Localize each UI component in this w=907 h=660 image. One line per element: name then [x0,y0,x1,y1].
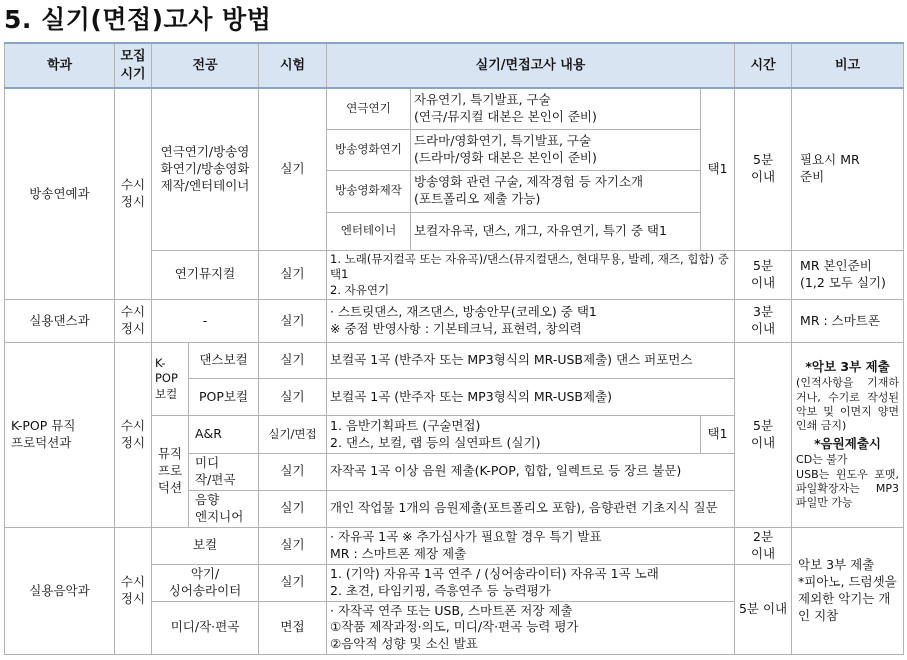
time-cell: 2분 이내 [735,527,792,564]
submajor-cell: 연극연기 [327,88,411,129]
exam-cell: 실기 [259,564,327,601]
exam-cell: 실기 [259,490,327,527]
time-cell: 5분 이내 [735,88,792,250]
dept-cell: 방송연예과 [5,88,115,300]
note-body: (인적사항을 기재하거나, 수기로 작성된 악보 및 이면지 양면 인쇄 금지) [796,376,900,433]
table-row [5,343,904,379]
group-cell: K-POP 보컬 [152,343,189,416]
group-cell: 뮤직 프로 덕션 [152,416,189,528]
dept-cell: 실용댄스과 [5,300,115,343]
time-cell: 5분 이내 [735,250,792,300]
submajor-cell: 엔터테이너 [327,212,411,250]
exam-cell: 실기 [259,88,327,250]
major-cell: 댄스보컬 [189,343,259,379]
major-cell: POP보컬 [189,379,259,416]
content-cell: 보컬곡 1곡 (반주자 또는 MP3형식의 MR-USB제출) [327,379,735,416]
content-cell: 방송영화 관련 구술, 제작경험 등 자기소개 (포트폴리오 제출 가능) [411,170,701,212]
exam-cell: 실기 [259,379,327,416]
major-cell: A&R [189,416,259,454]
content-cell: 자작곡 1곡 이상 음원 제출(K-POP, 힙합, 일렉트로 등 장르 불문) [327,454,735,491]
table-row [5,300,904,343]
header-content: 실기/면접고사 내용 [327,43,735,88]
content-cell: 1. (기악) 자유곡 1곡 연주 / (싱어송라이터) 자유곡 1곡 노래 2. 초견, 타임키핑, 즉흥연주 등 능력평가 [327,564,735,601]
time-cell: 5분 이내 [735,343,792,528]
time-cell: 5분 이내 [735,564,792,655]
recruit-cell: 수시 정시 [115,300,152,343]
content-cell: · 자유곡 1곡 ※ 추가심사가 필요할 경우 특기 발표 MR : 스마트폰 제장 제출 [327,527,735,564]
note-cell: MR 본인준비 (1,2 모두 실기) [792,250,904,300]
major-cell: 음향 엔지니어 [189,490,259,527]
content-cell: · 스트릿댄스, 재즈댄스, 방송안무(코레오) 중 택1 ※ 중점 반영사항 : 기본테크닉, 표현력, 창의력 [327,300,735,343]
header-recruit: 모집 시기 [115,43,152,88]
content-cell: 보컬곡 1곡 (반주자 또는 MP3형식의 MR-USB제출) 댄스 퍼포먼스 [327,343,735,379]
note-body: CD는 불가 USB는 윈도우 포맷, 파일확장자는 MP3 파일만 가능 [796,453,900,510]
major-cell: - [152,300,259,343]
content-cell: 1. 음반기획파트 (구술면접) 2. 댄스, 보컬, 랩 등의 실연파트 (실기) [327,416,701,454]
header-exam: 시험 [259,43,327,88]
dept-cell: K-POP 뮤직 프로덕션과 [5,343,115,528]
major-cell: 연기뮤지컬 [152,250,259,300]
header-row [5,43,904,88]
exam-cell: 실기/면접 [259,416,327,454]
header-dept: 학과 [5,43,115,88]
recruit-cell: 수시 정시 [115,343,152,528]
choice-cell: 택1 [701,88,735,250]
page-title: 5. 실기(면접)고사 방법 [4,5,272,34]
major-cell: 연극연기/방송영 화연기/방송영화 제작/엔터테이너 [152,88,259,250]
content-cell: 개인 작업물 1개의 음원제출(포트폴리오 포함), 음향관련 기초지식 질문 [327,490,735,527]
note-head: *음원제출시 [814,436,881,452]
major-cell: 보컬 [152,527,259,564]
note-head: *악보 3부 제출 [805,359,890,375]
content-cell: · 자작곡 연주 또는 USB, 스마트폰 저장 제출 ①작품 제작과정·의도, 미디/작·편곡 능력 평가 ②음악적 성향 및 소신 발표 [327,601,735,655]
note-cell: 필요시 MR 준비 [792,88,904,250]
header-major: 전공 [152,43,259,88]
table-row [5,88,904,129]
time-cell: 3분 이내 [735,300,792,343]
note-cell [792,343,904,528]
content-cell: 드라마/영화연기, 특기발표, 구술 (드라마/영화 대본은 본인이 준비) [411,129,701,170]
dept-cell: 실용음악과 [5,527,115,654]
recruit-cell: 수시 정시 [115,527,152,654]
header-time: 시간 [735,43,792,88]
major-cell: 악기/ 싱어송라이터 [152,564,259,601]
exam-cell: 면접 [259,601,327,655]
exam-cell: 실기 [259,250,327,300]
choice-cell: 택1 [701,416,735,454]
exam-cell: 실기 [259,300,327,343]
exam-cell: 실기 [259,343,327,379]
exam-cell: 실기 [259,454,327,491]
recruit-cell: 수시 정시 [115,88,152,300]
note-cell: 악보 3부 제출 *피아노, 드럼셋을 제외한 악기는 개인 지참 [792,527,904,654]
table-row [5,527,904,564]
content-cell: 보컬자유곡, 댄스, 개그, 자유연기, 특기 중 택1 [411,212,701,250]
exam-cell: 실기 [259,527,327,564]
note-cell: MR : 스마트폰 [792,300,904,343]
submajor-cell: 방송영화제작 [327,170,411,212]
header-note: 비고 [792,43,904,88]
content-cell: 자유연기, 특기발표, 구술 (연극/뮤지컬 대본은 본인이 준비) [411,88,701,129]
major-cell: 미디 작/편곡 [189,454,259,491]
content-cell: 1. 노래(뮤지컬곡 또는 자유곡)/댄스(뮤지컬댄스, 현대무용, 발레, 재즈, 힙합) 중 택1 2. 자유연기 [327,250,735,300]
submajor-cell: 방송영화연기 [327,129,411,170]
exam-method-table [4,42,904,655]
major-cell: 미디/작·편곡 [152,601,259,655]
